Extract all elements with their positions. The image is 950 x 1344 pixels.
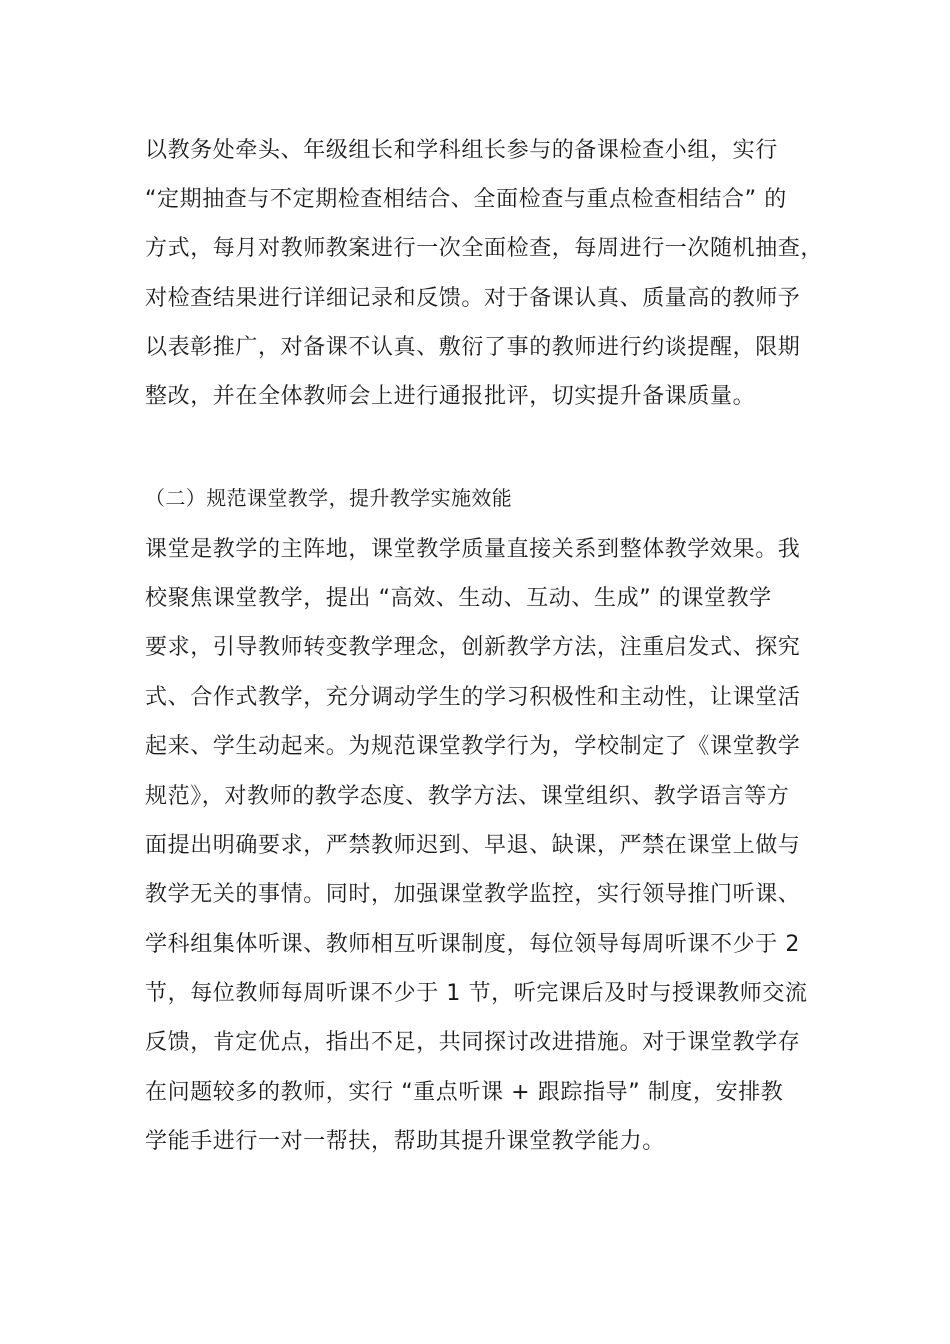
paragraph-1-line-6: 整改，并在全体教师会上进行通报批评，切实提升备课质量。 (145, 384, 756, 409)
paragraph-2-line-1: 课堂是教学的主阵地，课堂教学质量直接关系到整体教学效果。我 (145, 537, 801, 562)
paragraph-2-line-9: 学科组集体听课、教师相互听课制度，每位领导每周听课不少于 2 (145, 932, 800, 957)
paragraph-2-line-5: 起来、学生动起来。为规范课堂教学行为，学校制定了《课堂教学 (145, 734, 801, 759)
paragraph-1-line-2: “定期抽查与不定期检查相结合、全面检查与重点检查相结合” 的 (145, 187, 787, 212)
paragraph-2-line-10: 节，每位教师每周听课不少于 1 节，听完课后及时与授课教师交流 (145, 981, 808, 1006)
paragraph-2-line-12: 在问题较多的教师，实行 “重点听课 + 跟踪指导” 制度，安排教 (145, 1080, 784, 1105)
paragraph-1-line-5: 以表彰推广，对备课不认真、敷衍了事的教师进行约谈提醒，限期 (145, 335, 801, 360)
paragraph-2-line-11: 反馈，肯定优点，指出不足，共同探讨改进措施。对于课堂教学存 (145, 1030, 801, 1055)
paragraph-2-line-6: 规范》，对教师的教学态度、教学方法、课堂组织、教学语言等方 (145, 784, 790, 809)
paragraph-1-line-1: 以教务处牵头、年级组长和学科组长参与的备课检查小组，实行 (145, 138, 778, 163)
paragraph-2-line-7: 面提出明确要求，严禁教师迟到、早退、缺课，严禁在课堂上做与 (145, 833, 801, 858)
paragraph-2-line-4: 式、合作式教学，充分调动学生的学习积极性和主动性，让课堂活 (145, 685, 801, 710)
paragraph-2-line-2: 校聚焦课堂教学，提出 “高效、生动、互动、生成” 的课堂教学 (145, 586, 772, 611)
paragraph-2-line-13: 学能手进行一对一帮扶，帮助其提升课堂教学能力。 (145, 1129, 665, 1154)
section-heading: （二）规范课堂教学，提升教学实施效能 (145, 486, 513, 510)
paragraph-1-line-3: 方式，每月对教师教案进行一次全面检查，每周进行一次随机抽查， (145, 236, 824, 261)
paragraph-2-line-8: 教学无关的事情。同时，加强课堂教学监控，实行领导推门听课、 (145, 882, 801, 907)
paragraph-2-line-3: 要求，引导教师转变教学理念，创新教学方法，注重启发式、探究 (145, 635, 801, 660)
paragraph-1-line-4: 对检查结果进行详细记录和反馈。对于备课认真、质量高的教师予 (145, 286, 801, 311)
